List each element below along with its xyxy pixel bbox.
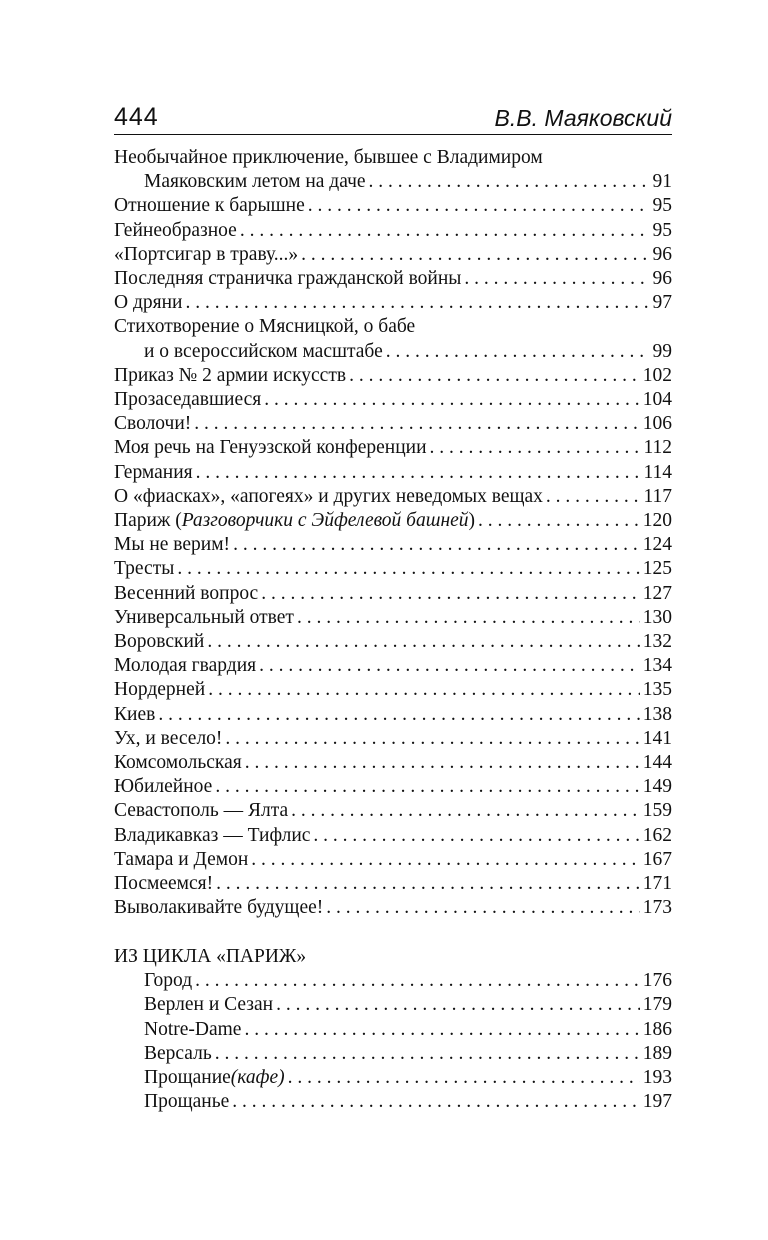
toc-entry[interactable] [114, 872, 672, 896]
dot-leader [430, 436, 641, 460]
toc-entry-title: Город [144, 970, 193, 992]
toc-entry[interactable] [114, 630, 672, 654]
toc-entry[interactable] [114, 461, 672, 485]
toc-entry-page: 162 [642, 824, 672, 846]
toc-entry[interactable] [114, 775, 672, 799]
toc-entry-title: Весенний вопрос [114, 582, 259, 604]
dot-leader [185, 291, 649, 315]
toc-entry[interactable] [114, 993, 672, 1017]
toc-entry-page: 149 [642, 776, 672, 798]
dot-leader [232, 1090, 640, 1114]
dot-leader [245, 751, 640, 775]
toc-entry[interactable] [114, 727, 672, 751]
toc-entry-title: «Портсигар в траву...» [114, 243, 299, 265]
dot-leader [225, 727, 639, 751]
toc-entry[interactable] [114, 654, 672, 678]
dot-leader [251, 848, 639, 872]
dot-leader [386, 340, 650, 364]
toc-entry-title: Прозаседавшиеся [114, 389, 262, 411]
toc-entry[interactable] [114, 194, 672, 218]
toc-entry-page: 124 [642, 534, 672, 556]
toc-entry-title: Верлен и Сезан [144, 994, 274, 1016]
toc-entry-title: Севастополь — Ялта [114, 800, 289, 822]
toc-entry-title: Киев [114, 703, 156, 725]
toc-entry-page: 179 [642, 994, 672, 1016]
toc-entry-page: 114 [643, 461, 672, 483]
toc-entry[interactable] [114, 751, 672, 775]
toc-entry[interactable] [114, 896, 672, 920]
toc-entry-subtitle: Разговорчики с Эйфелевой башней [181, 510, 469, 532]
toc-entry-page: 99 [652, 340, 672, 362]
dot-leader [297, 606, 640, 630]
toc-entry-page: 97 [652, 292, 672, 314]
toc-entry-page: 134 [642, 655, 672, 677]
dot-leader [195, 969, 640, 993]
toc-entry[interactable] [114, 291, 672, 315]
toc-entry-page: 106 [642, 413, 672, 435]
toc-entry-page: 102 [642, 364, 672, 386]
toc-entry-title: Ух, и весело! [114, 727, 223, 749]
toc-entry[interactable] [114, 678, 672, 702]
dot-leader [313, 824, 639, 848]
toc-entry-title: Воровский [114, 631, 205, 653]
toc-entry[interactable] [114, 1090, 672, 1114]
dot-leader [276, 993, 640, 1017]
toc-entry-page: 141 [642, 727, 672, 749]
toc-entry[interactable] [114, 969, 672, 993]
toc-entry-title: Посмеемся! [114, 873, 214, 895]
toc-entry-page: 104 [642, 389, 672, 411]
toc-entry-page: 176 [642, 970, 672, 992]
toc-entry[interactable] [114, 364, 672, 388]
toc-entry-page: 96 [652, 268, 672, 290]
toc-entry-page: 91 [652, 171, 672, 193]
dot-leader [261, 582, 640, 606]
dot-leader [233, 533, 640, 557]
toc-entry-title: Прощанье [144, 1091, 230, 1113]
toc-entry[interactable] [114, 146, 672, 194]
dot-leader [369, 170, 650, 194]
dot-leader [326, 896, 639, 920]
toc-entry-page: 138 [642, 703, 672, 725]
toc-entry-title: Мы не верим! [114, 534, 231, 556]
toc-entry[interactable] [114, 412, 672, 436]
toc-entry-page: 112 [643, 437, 672, 459]
dot-leader [215, 775, 639, 799]
toc-entry-title: Моя речь на Генуэзской конференции [114, 437, 427, 459]
table-of-contents [114, 146, 672, 921]
page-number: 444 [114, 103, 159, 131]
toc-entry-page: 186 [642, 1018, 672, 1040]
toc-entry-page: 159 [642, 800, 672, 822]
section-title: ИЗ ЦИКЛА «ПАРИЖ» [114, 946, 307, 967]
toc-entry[interactable] [114, 606, 672, 630]
toc-entry-page: 95 [652, 195, 672, 217]
toc-entry-page: 117 [643, 485, 672, 507]
dot-leader [264, 388, 640, 412]
toc-entry-page: 189 [642, 1042, 672, 1064]
dot-leader [194, 412, 639, 436]
toc-entry[interactable] [114, 848, 672, 872]
dot-leader [259, 654, 640, 678]
toc-entry-page: 127 [642, 582, 672, 604]
toc-entry-page: 167 [642, 848, 672, 870]
toc-entry-page: 173 [642, 897, 672, 919]
dot-leader [208, 678, 640, 702]
toc-entry-title: О дряни [114, 292, 183, 314]
dot-leader [301, 243, 649, 267]
toc-entry-title: Стихотворение о Мясницкой, о бабе [114, 316, 416, 338]
toc-entry[interactable] [114, 388, 672, 412]
toc-entry-title: Необычайное приключение, бывшее с Владимиром [114, 147, 543, 168]
toc-entry[interactable] [114, 485, 672, 509]
toc-entry[interactable] [114, 267, 672, 291]
toc-entry-title: Приказ № 2 армии искусств [114, 364, 347, 386]
toc-entry-title-close: ) [468, 510, 476, 532]
toc-entry-page: 197 [642, 1091, 672, 1113]
toc-entry-page: 120 [642, 510, 672, 532]
toc-entry-title: Отношение к барышне [114, 195, 305, 217]
toc-section [114, 945, 672, 1114]
dot-leader [244, 1018, 639, 1042]
toc-entry-title: Париж ( [114, 510, 182, 532]
dot-leader [240, 219, 650, 243]
toc-entry[interactable] [114, 1042, 672, 1066]
toc-entry-title: Последняя страничка гражданской войны [114, 268, 462, 290]
toc-entry-page: 132 [642, 631, 672, 653]
toc-entry[interactable] [114, 703, 672, 727]
dot-leader [546, 485, 641, 509]
toc-entry[interactable] [114, 557, 672, 581]
toc-entry-page: 125 [642, 558, 672, 580]
dot-leader [308, 194, 650, 218]
toc-entry-subtitle: (кафе) [230, 1067, 285, 1089]
page-header [114, 98, 672, 132]
toc-entry-page: 193 [642, 1067, 672, 1089]
toc-entry-title: Владикавказ — Тифлис [114, 824, 311, 846]
toc-entry-page: 96 [652, 243, 672, 265]
toc-entry[interactable] [114, 533, 672, 557]
toc-entry-page: 95 [652, 219, 672, 241]
toc-entry-title: Тамара и Демон [114, 848, 249, 870]
toc-entry[interactable] [114, 315, 672, 363]
dot-leader [464, 267, 649, 291]
dot-leader [216, 872, 640, 896]
toc-entry-title: Тресты [114, 558, 175, 580]
toc-entry-title: Универсальный ответ [114, 606, 294, 628]
header-rule [114, 134, 672, 135]
toc-entry-title-cont: и о всероссийском масштабе [144, 340, 383, 362]
toc-entry-title: Гейнеобразное [114, 219, 237, 241]
toc-entry[interactable] [114, 1018, 672, 1042]
toc-entry[interactable] [114, 436, 672, 460]
toc-entry-page: 130 [642, 606, 672, 628]
dot-leader [215, 1042, 640, 1066]
toc-entry[interactable] [114, 824, 672, 848]
toc-entry[interactable] [114, 1066, 672, 1090]
dot-leader [196, 461, 641, 485]
toc-entry-title: Сволочи! [114, 413, 192, 435]
toc-entry-title: Комсомольская [114, 752, 242, 774]
toc-entry-title: О «фиасках», «апогеях» и других неведомых вещах [114, 485, 543, 507]
toc-entry[interactable] [114, 219, 672, 243]
toc-entry-title: Германия [114, 461, 193, 483]
toc-entry[interactable] [114, 582, 672, 606]
dot-leader [207, 630, 639, 654]
toc-entry-title: Юбилейное [114, 776, 213, 798]
toc-entry-page: 144 [642, 752, 672, 774]
dot-leader [177, 557, 639, 581]
toc-entry-title: Нордерней [114, 679, 206, 701]
toc-entry-title: Версаль [144, 1042, 212, 1064]
toc-entry-title: Прощание [144, 1067, 231, 1089]
toc-entry-page: 171 [642, 873, 672, 895]
toc-entry[interactable] [114, 509, 672, 533]
running-head: В.В. Маяковский [494, 105, 672, 131]
toc-entry-title: Молодая гвардия [114, 655, 257, 677]
toc-entry-title: Notre-Dame [144, 1018, 242, 1040]
dot-leader [158, 703, 639, 727]
toc-entry[interactable] [114, 243, 672, 267]
toc-entry[interactable] [114, 799, 672, 823]
dot-leader [349, 364, 640, 388]
toc-entry-title: Выволакивайте будущее! [114, 897, 324, 919]
toc-entry-title-cont: Маяковским летом на даче [144, 171, 366, 193]
dot-leader [291, 799, 640, 823]
toc-entry-page: 135 [642, 679, 672, 701]
dot-leader [478, 509, 640, 533]
dot-leader [288, 1066, 640, 1090]
